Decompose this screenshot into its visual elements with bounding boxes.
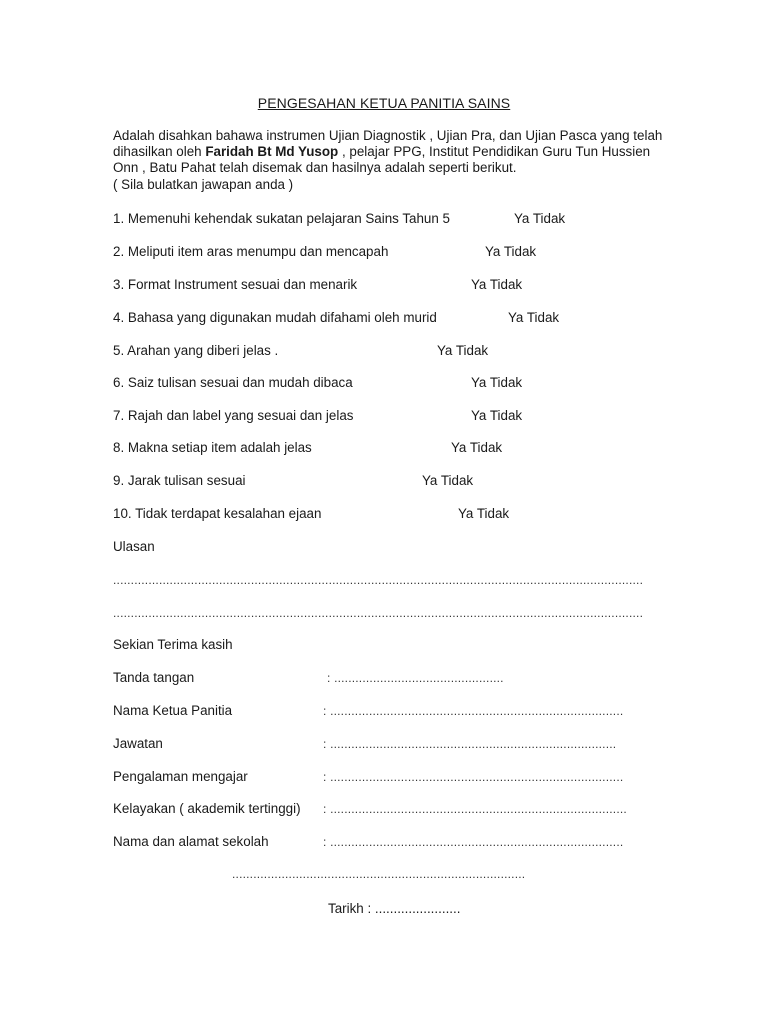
stamp-line[interactable]: ................................................................................... [232,868,526,880]
checklist-item-7-answer[interactable]: Ya Tidak [471,408,523,423]
checklist-item-3-answer[interactable]: Ya Tidak [471,277,523,292]
field-value-qualification[interactable]: : .................................................................................... [323,803,627,815]
field-value-signature[interactable]: : ................................................ [327,672,504,684]
field-label-qualification: Kelayakan ( akademik tertinggi) [113,801,301,816]
field-value-school[interactable]: : ................................................................................... [323,836,624,848]
checklist-item-9-text: 9. Jarak tulisan sesuai [113,473,246,488]
checklist-item-3-text: 3. Format Instrument sesuai dan menarik [113,277,358,292]
checklist-item-8-text: 8. Makna setiap item adalah jelas [113,440,312,455]
checklist-item-10-text: 10. Tidak terdapat kesalahan ejaan [113,506,322,521]
checklist-item-10-answer[interactable]: Ya Tidak [458,506,510,521]
author-name: Faridah Bt Md Yusop [205,144,339,160]
closing-text: Sekian Terima kasih [113,637,233,652]
intro-note: ( Sila bulatkan jawapan anda ) [113,176,294,192]
checklist-item-8-answer[interactable]: Ya Tidak [451,440,503,455]
date-field[interactable]: Tarikh : ....................... [328,901,461,916]
intro-text-1: Adalah disahkan bahawa instrumen Ujian Diagnostik , Ujian Pra, dan Ujian Pasca yang telah dihasilkan oleh [113,128,663,160]
field-value-committee-head[interactable]: : ................................................................................... [323,705,624,717]
checklist-item-2-text: 2. Meliputi item aras menumpu dan mencapah [113,244,389,259]
checklist-item-7-text: 7. Rajah dan label yang sesuai dan jelas [113,408,354,423]
page-title: PENGESAHAN KETUA PANITIA SAINS [257,95,511,111]
field-label-school: Nama dan alamat sekolah [113,834,269,849]
ulasan-label: Ulasan [113,539,155,554]
checklist-item-1-text: 1. Memenuhi kehendak sukatan pelajaran Sains Tahun 5 [113,211,450,226]
ulasan-line-2[interactable]: ...................................................................................................................................................... [113,607,644,619]
checklist-item-2-answer[interactable]: Ya Tidak [485,244,537,259]
checklist-item-6-text: 6. Saiz tulisan sesuai dan mudah dibaca [113,375,353,390]
intro-text-2: , pelajar PPG, Institut Pendidikan Guru Tun Hussien Onn , Batu Pahat telah disemak dan hasilnya adalah seperti berikut. [113,144,651,176]
field-value-position[interactable]: : ................................................................................. [323,738,617,750]
checklist-item-5-answer[interactable]: Ya Tidak [437,343,489,358]
field-label-position: Jawatan [113,736,163,751]
checklist-item-6-answer[interactable]: Ya Tidak [471,375,523,390]
field-label-signature: Tanda tangan [113,670,195,685]
field-value-experience[interactable]: : ................................................................................... [323,771,624,783]
intro-paragraph [113,128,673,193]
field-label-committee-head: Nama Ketua Panitia [113,703,233,718]
field-label-experience: Pengalaman mengajar [113,769,248,784]
checklist-item-9-answer[interactable]: Ya Tidak [422,473,474,488]
checklist-item-1-answer[interactable]: Ya Tidak [514,211,566,226]
checklist-item-4-text: 4. Bahasa yang digunakan mudah difahami oleh murid [113,310,437,325]
checklist-item-5-text: 5. Arahan yang diberi jelas . [113,343,279,358]
checklist-item-4-answer[interactable]: Ya Tidak [508,310,560,325]
ulasan-line-1[interactable]: ...................................................................................................................................................... [113,574,644,586]
